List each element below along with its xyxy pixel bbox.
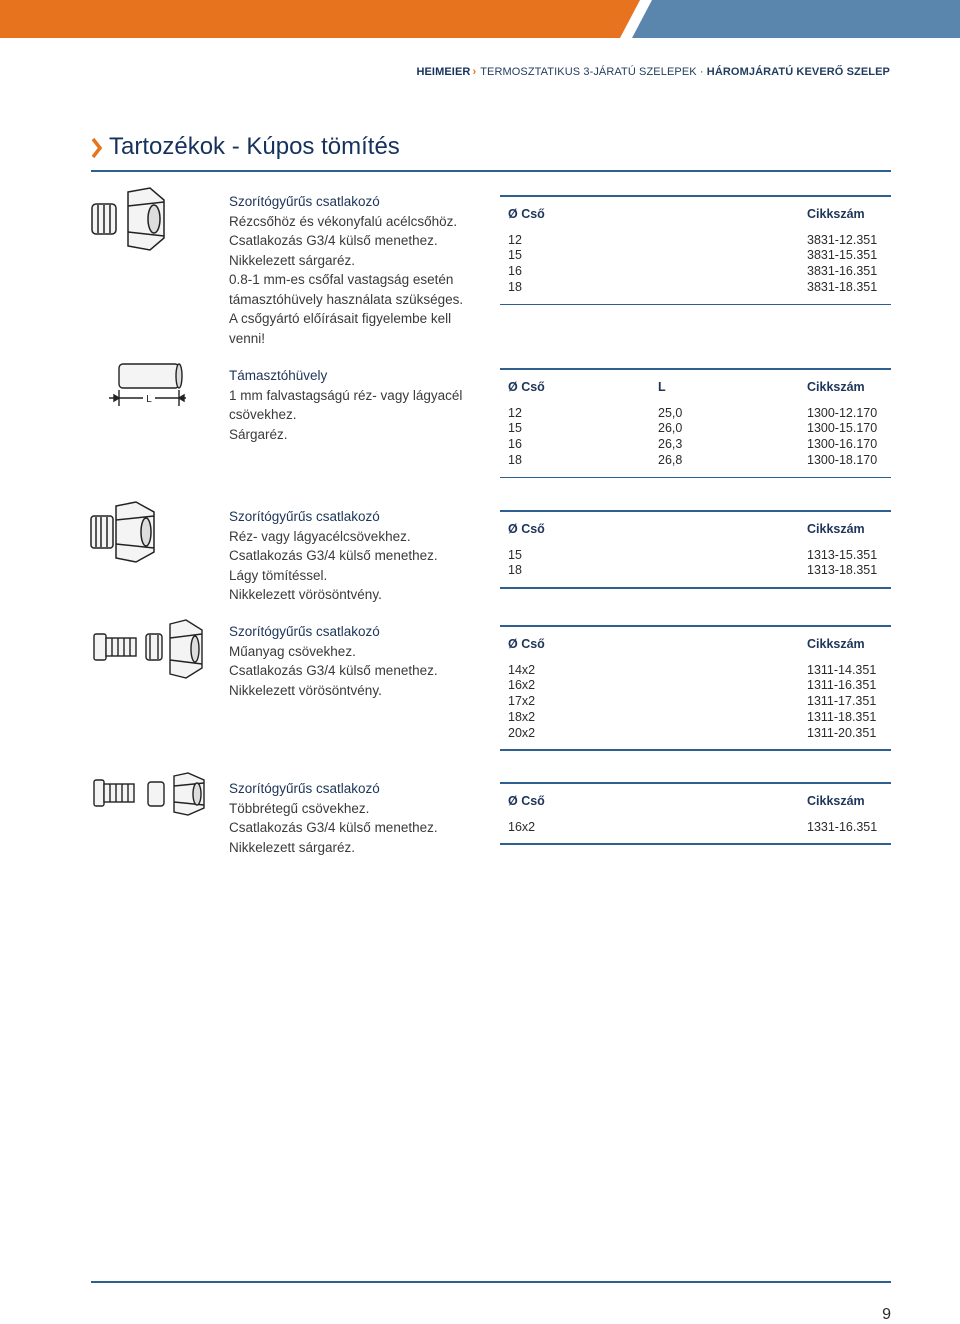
product-title: Támasztóhüvely <box>229 368 328 383</box>
table-row <box>500 264 891 280</box>
page-title: Tartozékok - Kúpos tömítés <box>109 133 400 160</box>
support-sleeve-image <box>108 362 188 408</box>
page-number: 9 <box>882 1306 891 1323</box>
desc-line: Csatlakozás G3/4 külső menethez. <box>229 233 438 248</box>
desc-line: Műanyag csövekhez. <box>229 643 356 659</box>
cell-diameter: 18x2 <box>508 709 536 724</box>
cell-length: 26,3 <box>658 437 683 452</box>
product-4-table <box>500 625 891 751</box>
table-bottom-rule <box>500 749 891 751</box>
product-1-description <box>229 192 484 348</box>
cell-diameter: 16 <box>508 437 522 452</box>
cell-code: 1331-16.351 <box>807 819 878 834</box>
title-divider <box>91 170 891 172</box>
cell-diameter: 12 <box>508 405 522 420</box>
cell-diameter: 16x2 <box>508 819 536 834</box>
desc-line: A csőgyártó előírásait figyelembe kell <box>229 311 452 326</box>
table-bottom-rule <box>500 843 891 845</box>
desc-line: 1 mm falvastagságú réz- vagy lágyacél <box>229 387 463 403</box>
desc-line: Csatlakozás G3/4 külső menethez. <box>229 820 438 835</box>
cell-diameter: 16x2 <box>508 678 536 693</box>
cell-diameter: 15 <box>508 421 522 436</box>
product-2-table <box>500 368 891 478</box>
cell-length: 25,0 <box>658 405 683 420</box>
desc-line: Csatlakozás G3/4 külső menethez. <box>229 548 438 563</box>
col-header-code: Cikkszám <box>807 521 865 536</box>
table-row <box>500 421 891 437</box>
desc-line: Csatlakozás G3/4 külső menethez. <box>229 663 438 678</box>
table-row <box>500 548 891 564</box>
cell-code: 1311-16.351 <box>807 678 877 693</box>
header-section: TERMOSZTATIKUS 3-JÁRATÚ SZELEPEK · <box>480 66 707 78</box>
desc-line: Lágy tömítéssel. <box>229 567 328 583</box>
desc-line: Nikkelezett vörösöntvény. <box>229 682 382 698</box>
compression-fitting-soft-seal-image <box>88 500 158 564</box>
desc-line: Réz- vagy lágyacélcsövekhez. <box>229 528 411 544</box>
table-header <box>500 512 891 540</box>
desc-line: Nikkelezett sárgaréz. <box>229 252 356 268</box>
table-row <box>500 663 891 679</box>
col-header-code: Cikkszám <box>807 206 865 221</box>
header-subsection: HÁROMJÁRATÚ KEVERŐ SZELEP <box>706 66 890 78</box>
table-header <box>500 370 891 398</box>
cell-code: 1313-18.351 <box>807 563 878 578</box>
desc-line: Rézcsőhöz és vékonyfalú acélcsőhöz. <box>229 213 458 229</box>
page-title-block <box>91 133 891 169</box>
product-5-description <box>229 779 484 857</box>
product-title: Szorítógyűrűs csatlakozó <box>229 624 380 639</box>
col-header-length: L <box>658 379 666 394</box>
table-row <box>500 453 891 469</box>
cell-diameter: 20x2 <box>508 725 536 740</box>
cell-diameter: 17x2 <box>508 694 536 709</box>
cell-code: 1300-15.170 <box>807 421 878 436</box>
compression-fitting-brass-image <box>88 186 168 252</box>
col-header-code: Cikkszám <box>807 379 865 394</box>
table-row <box>500 563 891 579</box>
multilayer-pipe-fitting-image <box>92 772 206 816</box>
cell-diameter: 18 <box>508 452 522 467</box>
table-bottom-rule <box>500 477 891 479</box>
cell-code: 1311-14.351 <box>807 662 877 677</box>
running-header <box>0 66 890 78</box>
cell-diameter: 15 <box>508 248 522 263</box>
desc-line: venni! <box>229 330 266 346</box>
col-header-diameter: Ø Cső <box>508 636 545 651</box>
product-3-table <box>500 510 891 589</box>
table-row <box>500 406 891 422</box>
product-title: Szorítógyűrűs csatlakozó <box>229 781 380 796</box>
cell-length: 26,0 <box>658 421 683 436</box>
cell-diameter: 16 <box>508 264 522 279</box>
cell-code: 3831-16.351 <box>807 264 878 279</box>
col-header-code: Cikkszám <box>807 636 865 651</box>
product-title: Szorítógyűrűs csatlakozó <box>229 509 380 524</box>
cell-diameter: 12 <box>508 232 522 247</box>
cell-code: 1313-15.351 <box>807 547 878 562</box>
product-5-table <box>500 782 891 845</box>
plastic-pipe-fitting-image <box>92 618 206 680</box>
cell-diameter: 18 <box>508 563 522 578</box>
orange-band <box>0 0 640 38</box>
brand-name: HEIMEIER <box>416 66 471 78</box>
table-bottom-rule <box>500 587 891 589</box>
table-row <box>500 280 891 296</box>
table-header <box>500 197 891 225</box>
desc-line: Többrétegű csövekhez. <box>229 800 370 816</box>
product-2-description <box>229 366 484 444</box>
table-header <box>500 627 891 655</box>
cell-code: 1300-12.170 <box>807 405 878 420</box>
cell-code: 1300-18.170 <box>807 452 878 467</box>
desc-line: Nikkelezett vörösöntvény. <box>229 587 382 602</box>
product-1-table <box>500 195 891 305</box>
cell-code: 3831-12.351 <box>807 232 878 247</box>
dimension-label: L <box>146 394 152 405</box>
table-bottom-rule <box>500 304 891 306</box>
col-header-diameter: Ø Cső <box>508 206 545 221</box>
top-color-bar <box>0 0 960 38</box>
product-3-description <box>229 507 484 605</box>
cell-code: 1311-17.351 <box>807 694 877 709</box>
cell-code: 3831-18.351 <box>807 279 878 294</box>
desc-line: Nikkelezett sárgaréz. <box>229 839 356 855</box>
table-row <box>500 678 891 694</box>
col-header-diameter: Ø Cső <box>508 521 545 536</box>
col-header-diameter: Ø Cső <box>508 793 545 808</box>
product-title: Szorítógyűrűs csatlakozó <box>229 194 380 209</box>
cell-diameter: 14x2 <box>508 662 536 677</box>
cell-code: 1300-16.170 <box>807 437 878 452</box>
table-row <box>500 248 891 264</box>
cell-diameter: 18 <box>508 279 522 294</box>
chevron-right-icon: › <box>472 66 477 78</box>
table-row <box>500 726 891 742</box>
desc-line: Sárgaréz. <box>229 426 288 442</box>
table-row <box>500 694 891 710</box>
cell-diameter: 15 <box>508 547 522 562</box>
product-4-description <box>229 622 484 700</box>
col-header-diameter: Ø Cső <box>508 379 545 394</box>
chevron-right-icon <box>91 137 103 159</box>
cell-length: 26,8 <box>658 452 683 467</box>
table-row <box>500 437 891 453</box>
desc-line: támasztóhüvely használata szükséges. <box>229 291 464 307</box>
cell-code: 1311-18.351 <box>807 709 877 724</box>
cell-code: 3831-15.351 <box>807 248 878 263</box>
cell-code: 1311-20.351 <box>807 725 877 740</box>
table-row <box>500 820 891 836</box>
desc-line: csövekhez. <box>229 407 297 422</box>
col-header-code: Cikkszám <box>807 793 865 808</box>
table-header <box>500 784 891 812</box>
blue-band <box>632 0 960 38</box>
table-row <box>500 710 891 726</box>
table-row <box>500 233 891 249</box>
desc-line: 0.8-1 mm-es csőfal vastagság esetén <box>229 272 454 287</box>
footer-divider <box>91 1281 891 1283</box>
